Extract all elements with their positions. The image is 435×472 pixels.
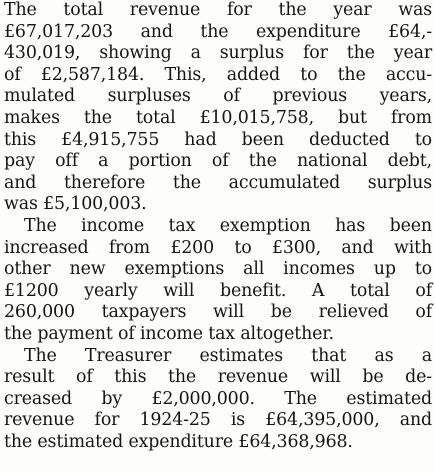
text-line: mulated surpluses of previous years, (4, 86, 432, 107)
text-line: this £4,915,755 had been deducted to (4, 129, 432, 150)
text-line: pay off a portion of the national debt, (4, 151, 432, 172)
paragraph-income-tax (4, 216, 432, 346)
text-line: the payment of income tax altogether. (4, 323, 334, 344)
text-line: The total revenue for the year was (4, 0, 432, 20)
text-line: increased from £200 to £300, and with (4, 237, 432, 258)
text-line: revenue for 1924-25 is £64,395,000, and (4, 410, 432, 431)
text-line: makes the total £10,015,758, but from (4, 107, 432, 128)
text-line: the estimated expenditure £64,368,968. (4, 431, 353, 452)
text-line: The Treasurer estimates that as a (24, 345, 432, 366)
text-line: and therefore the accumulated surplus (4, 172, 432, 193)
text-line: result of this the revenue will be de- (4, 367, 432, 388)
paragraph-treasurer-estimates (4, 346, 432, 454)
paragraph-revenue (4, 0, 432, 216)
text-line: 260,000 taxpayers will be relieved of (4, 302, 432, 323)
text-line: 430,019, showing a surplus for the year (4, 43, 432, 64)
text-line: creased by £2,000,000. The estimated (4, 388, 432, 409)
text-line: The income tax exemption has been (24, 215, 432, 236)
text-line: other new exemptions all incomes up to (4, 259, 432, 280)
text-line: was £5,100,003. (4, 194, 147, 215)
text-line: £67,017,203 and the expenditure £64,- (4, 21, 432, 42)
article-body (4, 0, 432, 453)
text-line: of £2,587,184. This, added to the accu- (4, 64, 432, 85)
text-line: £1200 yearly will benefit. A total of (4, 280, 432, 301)
